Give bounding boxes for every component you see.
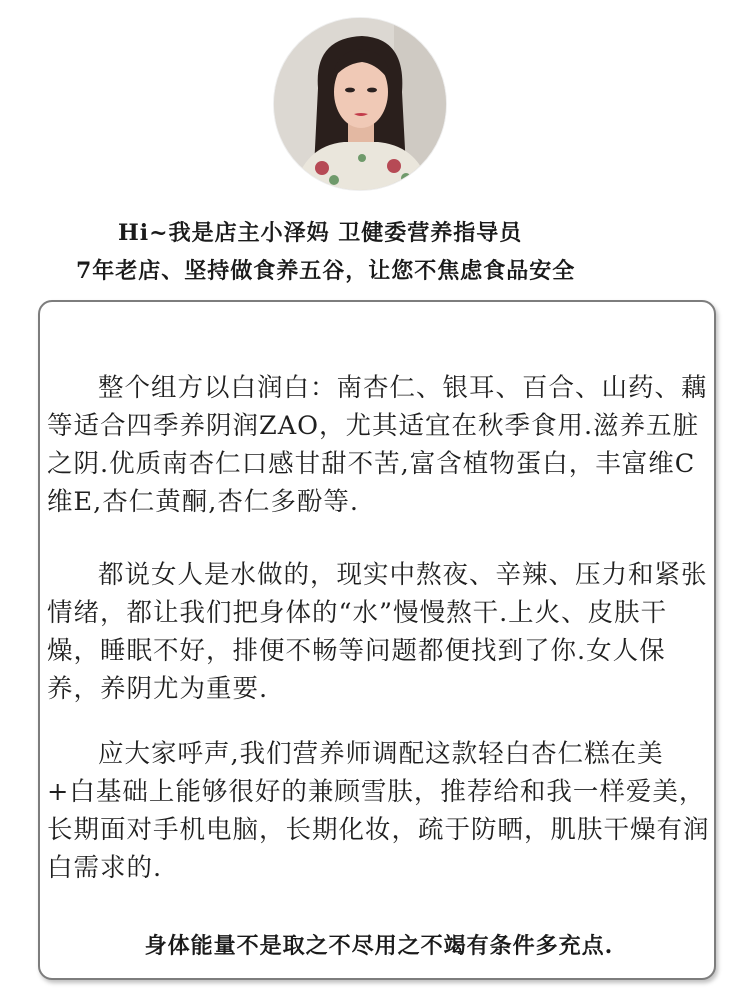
portrait-illustration	[274, 18, 446, 190]
paragraph-women-health: 都说女人是水做的，现实中熬夜、辛辣、压力和紧张情绪，都让我们把身体的“水”慢慢熬干.上火、皮肤干燥，睡眠不好，排便不畅等问题都便找到了你.女人保养，养阴尤为重要.	[47, 560, 708, 704]
closing-line: 身体能量不是取之不尽用之不竭有条件多充点.	[144, 933, 614, 959]
avatar	[274, 18, 446, 190]
intro-line-owner: Hi~我是店主小泽妈 卫健委营养指导员	[118, 220, 523, 246]
paragraph-product: 应大家呼声,我们营养师调配这款轻白杏仁糕在美+白基础上能够很好的兼顾雪肤，推荐给和我一样爱美，长期面对手机电脑，长期化妆，疏于防晒，肌肤干燥有润白需求的.	[47, 739, 710, 883]
paragraph-ingredients: 整个组方以白润白：南杏仁、银耳、百合、山药、藕等适合四季养阴润ZAO，尤其适宜在秋季食用.滋养五脏之阴.优质南杏仁口感甘甜不苦,富含植物蛋白，丰富维C维E,杏仁黄酮,杏仁多酚等.	[47, 373, 708, 517]
intro-line-shop: 7年老店、坚持做食养五谷，让您不焦虑食品安全	[76, 258, 576, 284]
